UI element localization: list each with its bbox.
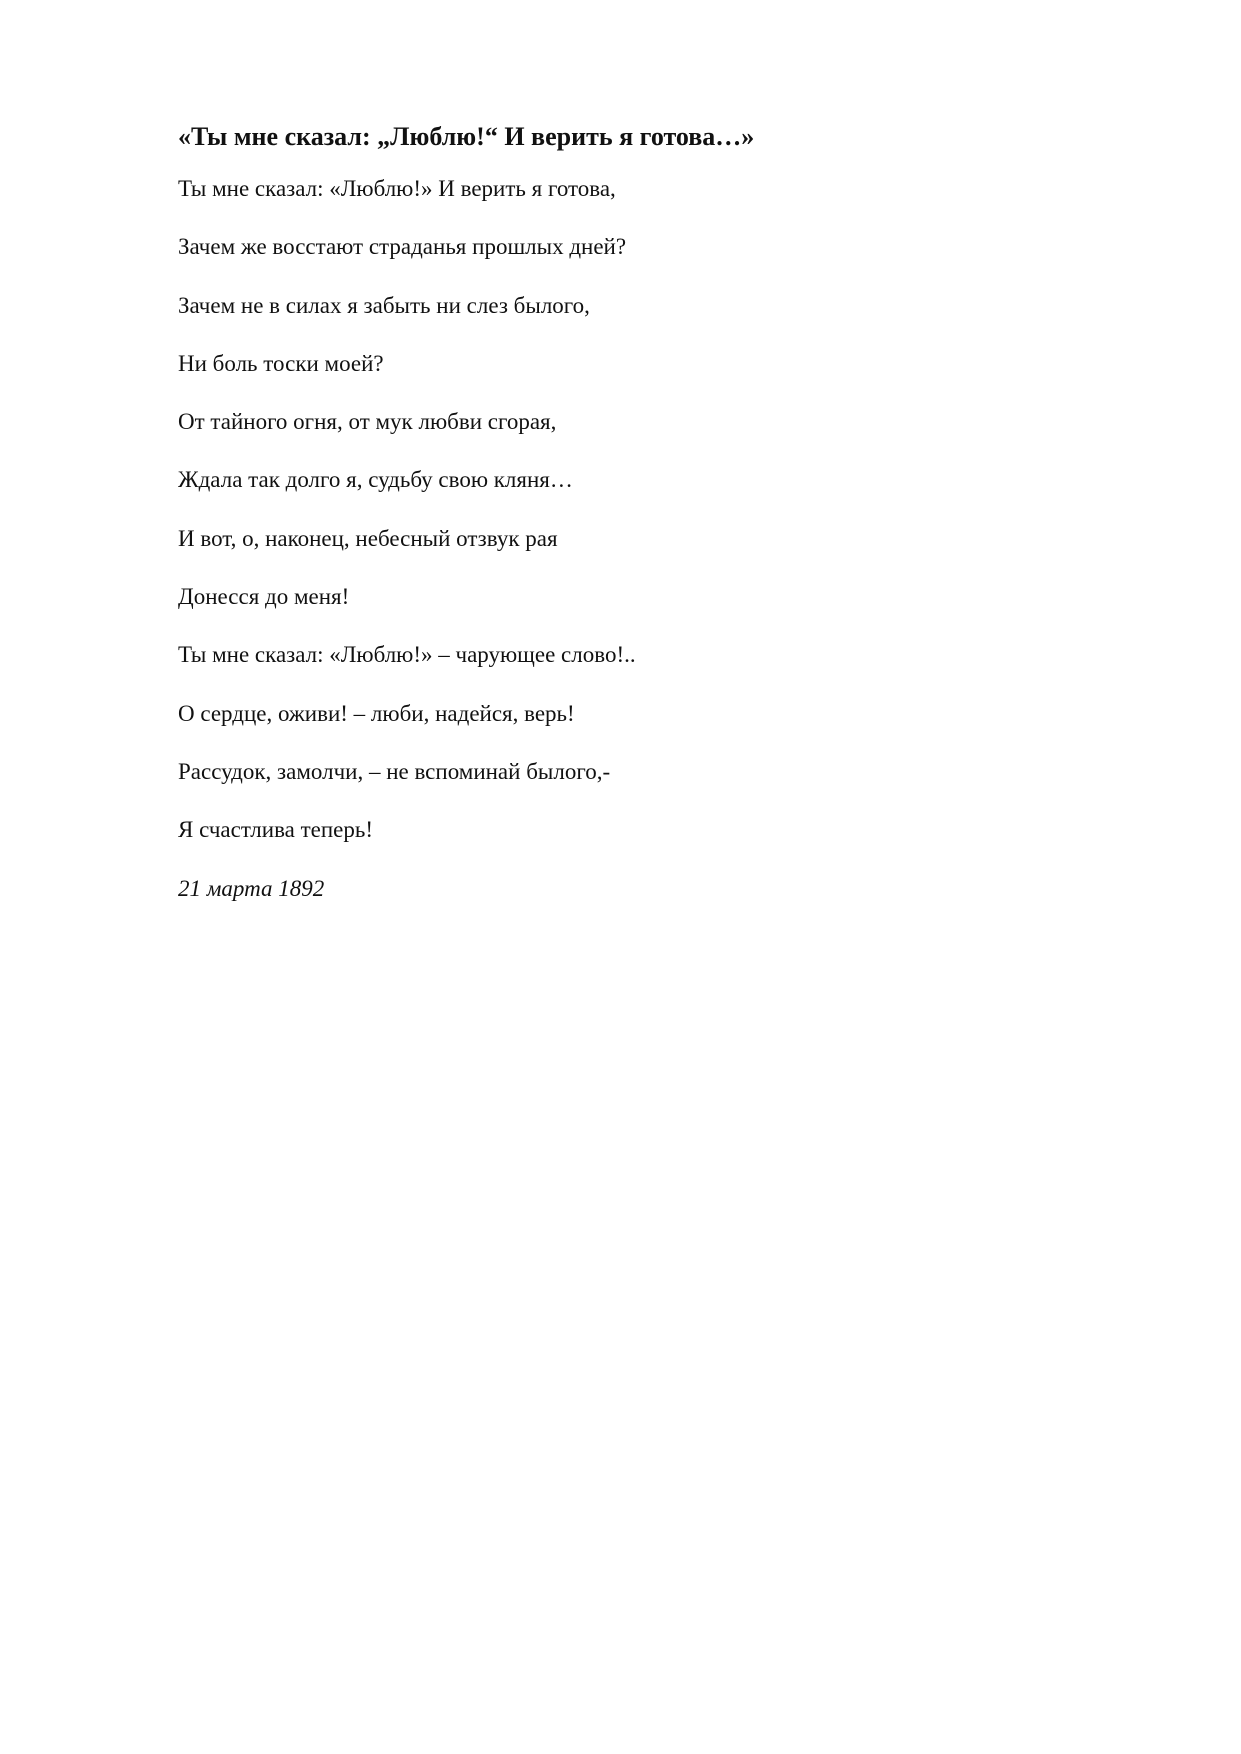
poem	[178, 114, 1078, 918]
poem-date: 21 марта 1892	[178, 875, 325, 901]
poem-line: Рассудок, замолчи, – не вспоминай былого,-	[178, 758, 611, 784]
poem-line: И вот, о, наконец, небесный отзвук рая	[178, 525, 558, 551]
poem-lines	[178, 160, 1078, 860]
poem-line: Ты мне сказал: «Люблю!» – чарующее слово!..	[178, 642, 636, 668]
poem-line: От тайного огня, от мук любви сгорая,	[178, 409, 557, 435]
poem-line: Зачем не в силах я забыть ни слез былого,	[178, 292, 590, 318]
poem-title: «Ты мне сказал: „Люблю!“ И верить я готова…»	[178, 122, 755, 151]
poem-line: Ждала так долго я, судьбу свою кляня…	[178, 467, 573, 493]
poem-line: Я счастлива теперь!	[178, 817, 374, 843]
poem-line: Ни боль тоски моей?	[178, 350, 384, 376]
poem-line: Донесся до меня!	[178, 584, 350, 610]
poem-line: Зачем же восстают страданья прошлых дней?	[178, 234, 627, 260]
poem-line: Ты мне сказал: «Люблю!» И верить я готова,	[178, 176, 616, 201]
poem-line: О сердце, оживи! – люби, надейся, верь!	[178, 700, 575, 726]
